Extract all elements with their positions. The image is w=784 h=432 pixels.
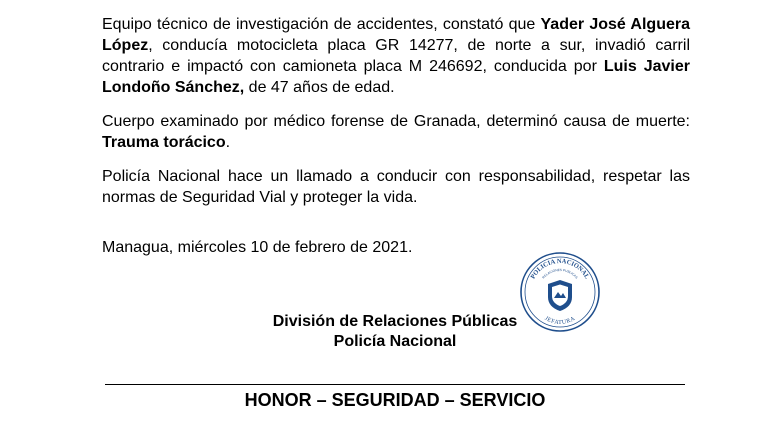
signature-division: División de Relaciones Públicas — [272, 313, 518, 330]
seal-top-text: POLICIA NACIONAL — [529, 257, 591, 281]
driver-name: Yader José Alguera López — [102, 16, 690, 54]
other-driver-name: Luis Javier Londoño Sánchez, — [102, 58, 690, 96]
seal-sub-text: RELACIONES PUBLICAS — [541, 267, 579, 280]
text-segment: Equipo técnico de investigación de accidentes, constató que — [102, 16, 541, 33]
seal-bottom-text: JEFATURA — [543, 315, 577, 327]
date-line: Managua, miércoles 10 de febrero de 2021. — [102, 239, 413, 256]
signature-institution: Policía Nacional — [333, 333, 457, 350]
text-segment: de 47 años de edad. — [244, 79, 395, 96]
text-segment: , conducía motocicleta placa GR 14277, de norte a sur, invadió carril contrario e impactó con camioneta placa M 246692, conducida por — [102, 37, 690, 75]
text-segment: . — [225, 134, 231, 151]
paragraph-call-to-action: Policía Nacional hace un llamado a conducir con responsabilidad, respetar las normas de Seguridad Vial y proteger la vida. — [102, 168, 690, 206]
footer-motto: HONOR – SEGURIDAD – SERVICIO — [244, 390, 546, 410]
document-body — [102, 14, 690, 208]
cause-of-death: Trauma torácico — [102, 134, 226, 151]
paragraph-forensic — [102, 111, 690, 153]
paragraph-accident — [102, 14, 690, 98]
text-segment: Cuerpo examinado por médico forense de Granada, determinó causa de muerte: — [102, 113, 690, 130]
footer-divider — [105, 384, 685, 385]
police-seal-icon — [519, 251, 601, 333]
signature-block — [250, 312, 540, 352]
